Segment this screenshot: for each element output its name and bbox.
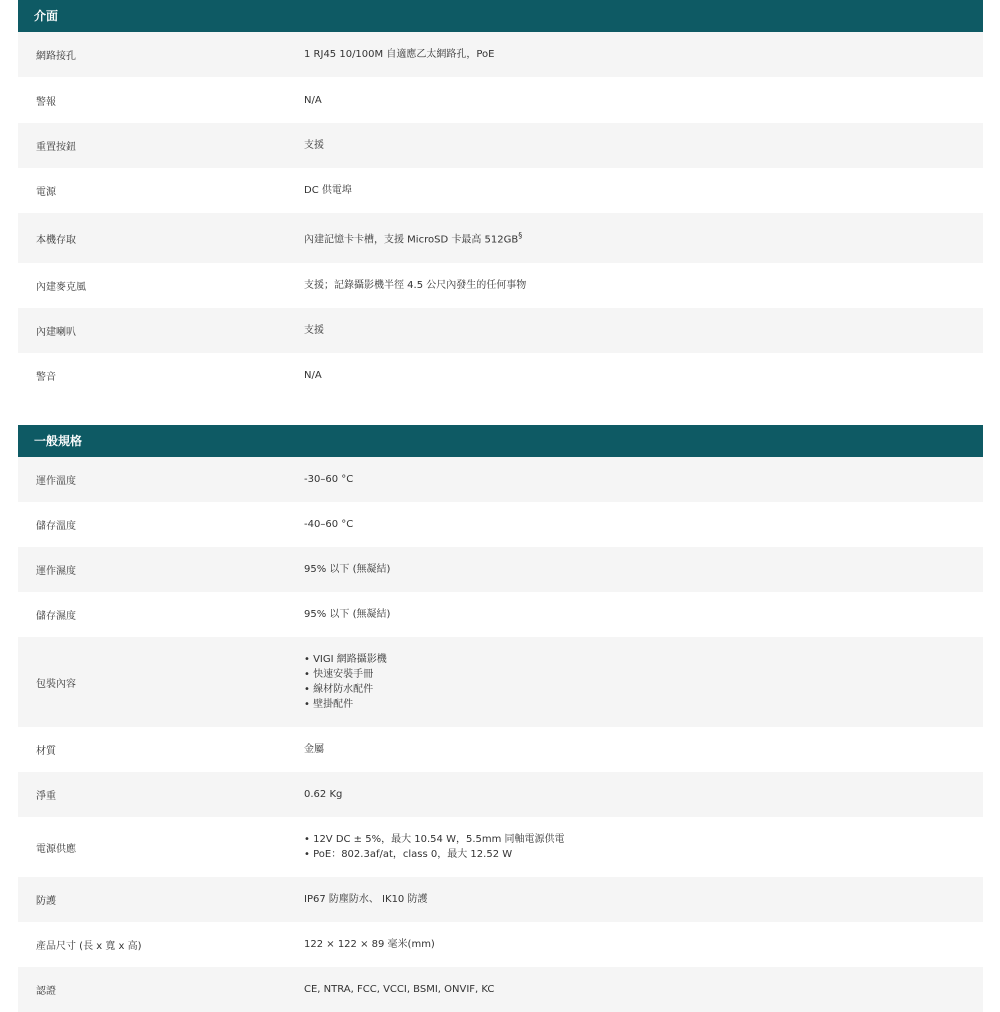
spec-value: 122 × 122 × 89 毫米(mm) <box>304 939 435 950</box>
spec-label: 重置按鈕 <box>36 142 76 153</box>
interface-spec-table <box>18 32 983 398</box>
list-item: • 12V DC ± 5%，最大 10.54 W，5.5mm 同軸電源供電 <box>304 832 983 847</box>
spec-row <box>18 502 983 547</box>
footnote-marker: § <box>518 231 523 241</box>
spec-row <box>18 967 983 1012</box>
list-item: • 壁掛配件 <box>304 697 983 712</box>
list-item: • 線材防水配件 <box>304 682 983 697</box>
spec-label: 材質 <box>36 746 56 757</box>
general-section-title: 一般規格 <box>18 425 983 457</box>
list-item: • VIGI 網路攝影機 <box>304 652 983 667</box>
spec-label: 警音 <box>36 372 56 383</box>
spec-row <box>18 32 983 77</box>
spec-value: 支援；記錄攝影機半徑 4.5 公尺內發生的任何事物 <box>304 280 527 291</box>
spec-value: 支援 <box>304 325 324 336</box>
spec-label: 警報 <box>36 96 56 108</box>
spec-label: 電源 <box>36 187 56 198</box>
spec-label: 儲存濕度 <box>36 611 76 622</box>
spec-label: 包裝內容 <box>36 678 76 690</box>
spec-label: 防護 <box>36 896 56 907</box>
spec-value: 95% 以下 (無凝結) <box>304 564 391 575</box>
spec-row <box>18 772 983 817</box>
spec-row <box>18 877 983 922</box>
spec-label: 內建喇叭 <box>36 327 76 338</box>
spec-value: 0.62 Kg <box>304 789 343 800</box>
spec-label: 運作溫度 <box>36 476 76 487</box>
spec-value: 1 RJ45 10/100M 自適應乙太網路孔，PoE <box>304 49 495 60</box>
spec-value-list <box>288 652 983 712</box>
spec-row <box>18 922 983 967</box>
spec-row <box>18 547 983 592</box>
general-section <box>18 425 983 1012</box>
list-item: • PoE：802.3af/at，class 0，最大 12.52 W <box>304 847 983 862</box>
list-item: • 快速安裝手冊 <box>304 667 983 682</box>
spec-label: 網路接孔 <box>36 51 76 62</box>
spec-value-list <box>288 832 983 862</box>
spec-label: 儲存溫度 <box>36 521 76 532</box>
interface-section <box>18 0 983 398</box>
power-supply-list <box>304 832 983 862</box>
spec-value: 內建記憶卡卡槽，支援 MicroSD 卡最高 512GB <box>304 234 519 246</box>
spec-label: 產品尺寸 (長 x 寬 x 高) <box>36 941 142 952</box>
spec-value: N/A <box>304 94 322 106</box>
spec-row <box>18 123 983 168</box>
package-contents-list <box>304 652 983 712</box>
spec-row <box>18 263 983 308</box>
spec-row <box>18 213 983 263</box>
spec-row <box>18 637 983 727</box>
spec-label: 內建麥克風 <box>36 282 86 293</box>
spec-value: CE, NTRA, FCC, VCCI, BSMI, ONVIF, KC <box>304 984 495 995</box>
spec-row <box>18 168 983 213</box>
spec-value: IP67 防塵防水、 IK10 防護 <box>304 894 428 905</box>
spec-value-wrapper <box>288 228 983 247</box>
spec-label: 認證 <box>36 986 56 997</box>
spec-label: 本機存取 <box>36 234 76 246</box>
spec-value: 支援 <box>304 140 324 151</box>
spec-row <box>18 457 983 502</box>
spec-value: 95% 以下 (無凝結) <box>304 609 391 620</box>
spec-value: 金屬 <box>304 744 324 755</box>
spec-value: N/A <box>304 370 322 381</box>
interface-section-title: 介面 <box>18 0 983 32</box>
spec-label: 電源供應 <box>36 843 76 855</box>
spec-label: 淨重 <box>36 791 56 802</box>
spec-value: DC 供電埠 <box>304 185 352 196</box>
spec-value: -40–60 °C <box>304 519 354 530</box>
spec-row <box>18 308 983 353</box>
spec-row <box>18 353 983 398</box>
spec-row <box>18 817 983 877</box>
spec-row <box>18 77 983 123</box>
spec-row <box>18 727 983 772</box>
spec-value: -30–60 °C <box>304 474 354 485</box>
general-spec-table <box>18 457 983 1012</box>
spec-label: 運作濕度 <box>36 566 76 577</box>
spec-row <box>18 592 983 637</box>
